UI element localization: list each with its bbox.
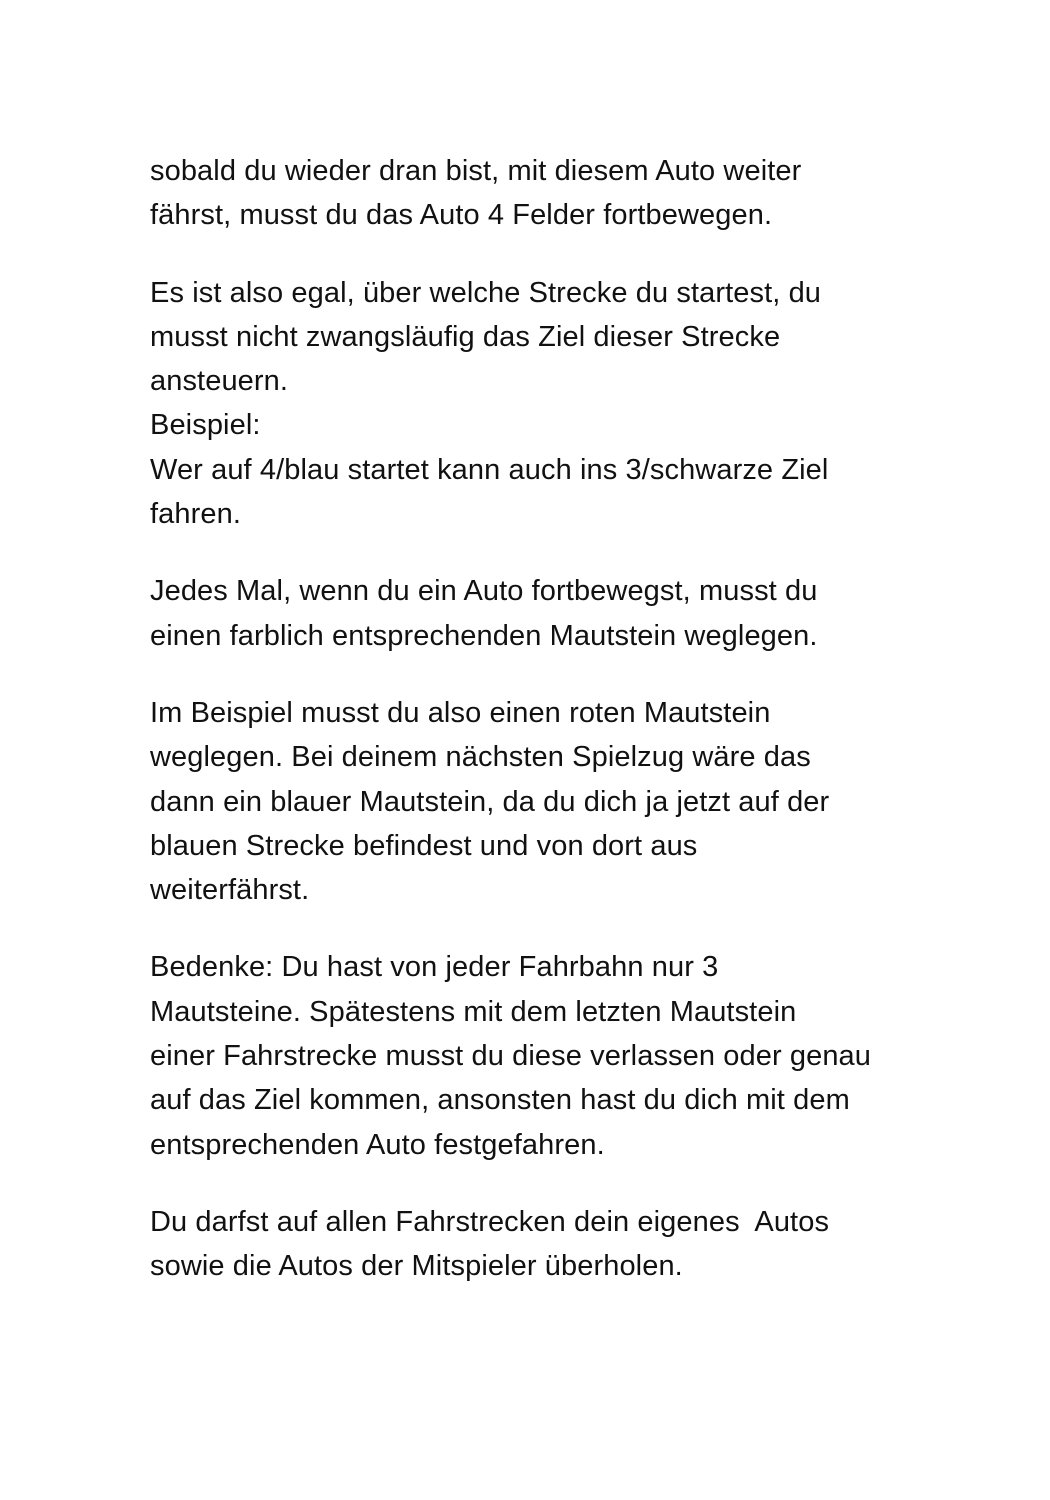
paragraph-spacer — [150, 658, 910, 691]
text-line: Mautsteine. Spätestens mit dem letzten Mautstein — [150, 995, 797, 1028]
paragraph-spacer — [150, 912, 910, 945]
text-line: Bedenke: Du hast von jeder Fahrbahn nur 3 — [150, 951, 719, 984]
text-line: fahren. — [150, 498, 241, 531]
text-line: Du darfst auf allen Fahrstrecken dein eigenes Autos — [150, 1205, 830, 1238]
text-line: fährst, musst du das Auto 4 Felder fortbewegen. — [150, 199, 773, 232]
paragraph-2 — [150, 271, 910, 537]
text-line: Wer auf 4/blau startet kann auch ins 3/schwarze Ziel — [150, 453, 829, 486]
text-line: einer Fahrstrecke musst du diese verlassen oder genau — [150, 1040, 872, 1073]
text-line: ansteuern. — [150, 365, 289, 398]
text-line: Jedes Mal, wenn du ein Auto fortbewegst, musst du — [150, 575, 818, 608]
text-line: Beispiel: — [150, 409, 261, 442]
paragraph-3 — [150, 569, 910, 658]
text-line: sowie die Autos der Mitspieler überholen. — [150, 1250, 683, 1283]
text-line: musst nicht zwangsläufig das Ziel dieser Strecke — [150, 320, 781, 353]
text-line: entsprechenden Auto festgefahren. — [150, 1128, 605, 1161]
text-line: weiterfährst. — [150, 874, 310, 907]
text-line: Es ist also egal, über welche Strecke du startest, du — [150, 276, 822, 309]
paragraph-6 — [150, 1200, 910, 1289]
paragraph-5 — [150, 945, 910, 1166]
text-line: weglegen. Bei deinem nächsten Spielzug wäre das — [150, 741, 811, 774]
text-line: dann ein blauer Mautstein, da du dich ja jetzt auf der — [150, 785, 830, 818]
paragraph-spacer — [150, 1167, 910, 1200]
paragraph-1 — [150, 149, 910, 238]
text-line: blauen Strecke befindest und von dort aus — [150, 829, 698, 862]
text-line: sobald du wieder dran bist, mit diesem Auto weiter — [150, 155, 802, 187]
paragraph-spacer — [150, 536, 910, 569]
paragraph-4 — [150, 691, 910, 912]
paragraph-spacer — [150, 238, 910, 271]
text-line: einen farblich entsprechenden Mautstein weglegen. — [150, 619, 818, 652]
text-line: Im Beispiel musst du also einen roten Mautstein — [150, 696, 771, 729]
text-line: auf das Ziel kommen, ansonsten hast du dich mit dem — [150, 1084, 850, 1117]
document-body — [150, 149, 910, 1289]
